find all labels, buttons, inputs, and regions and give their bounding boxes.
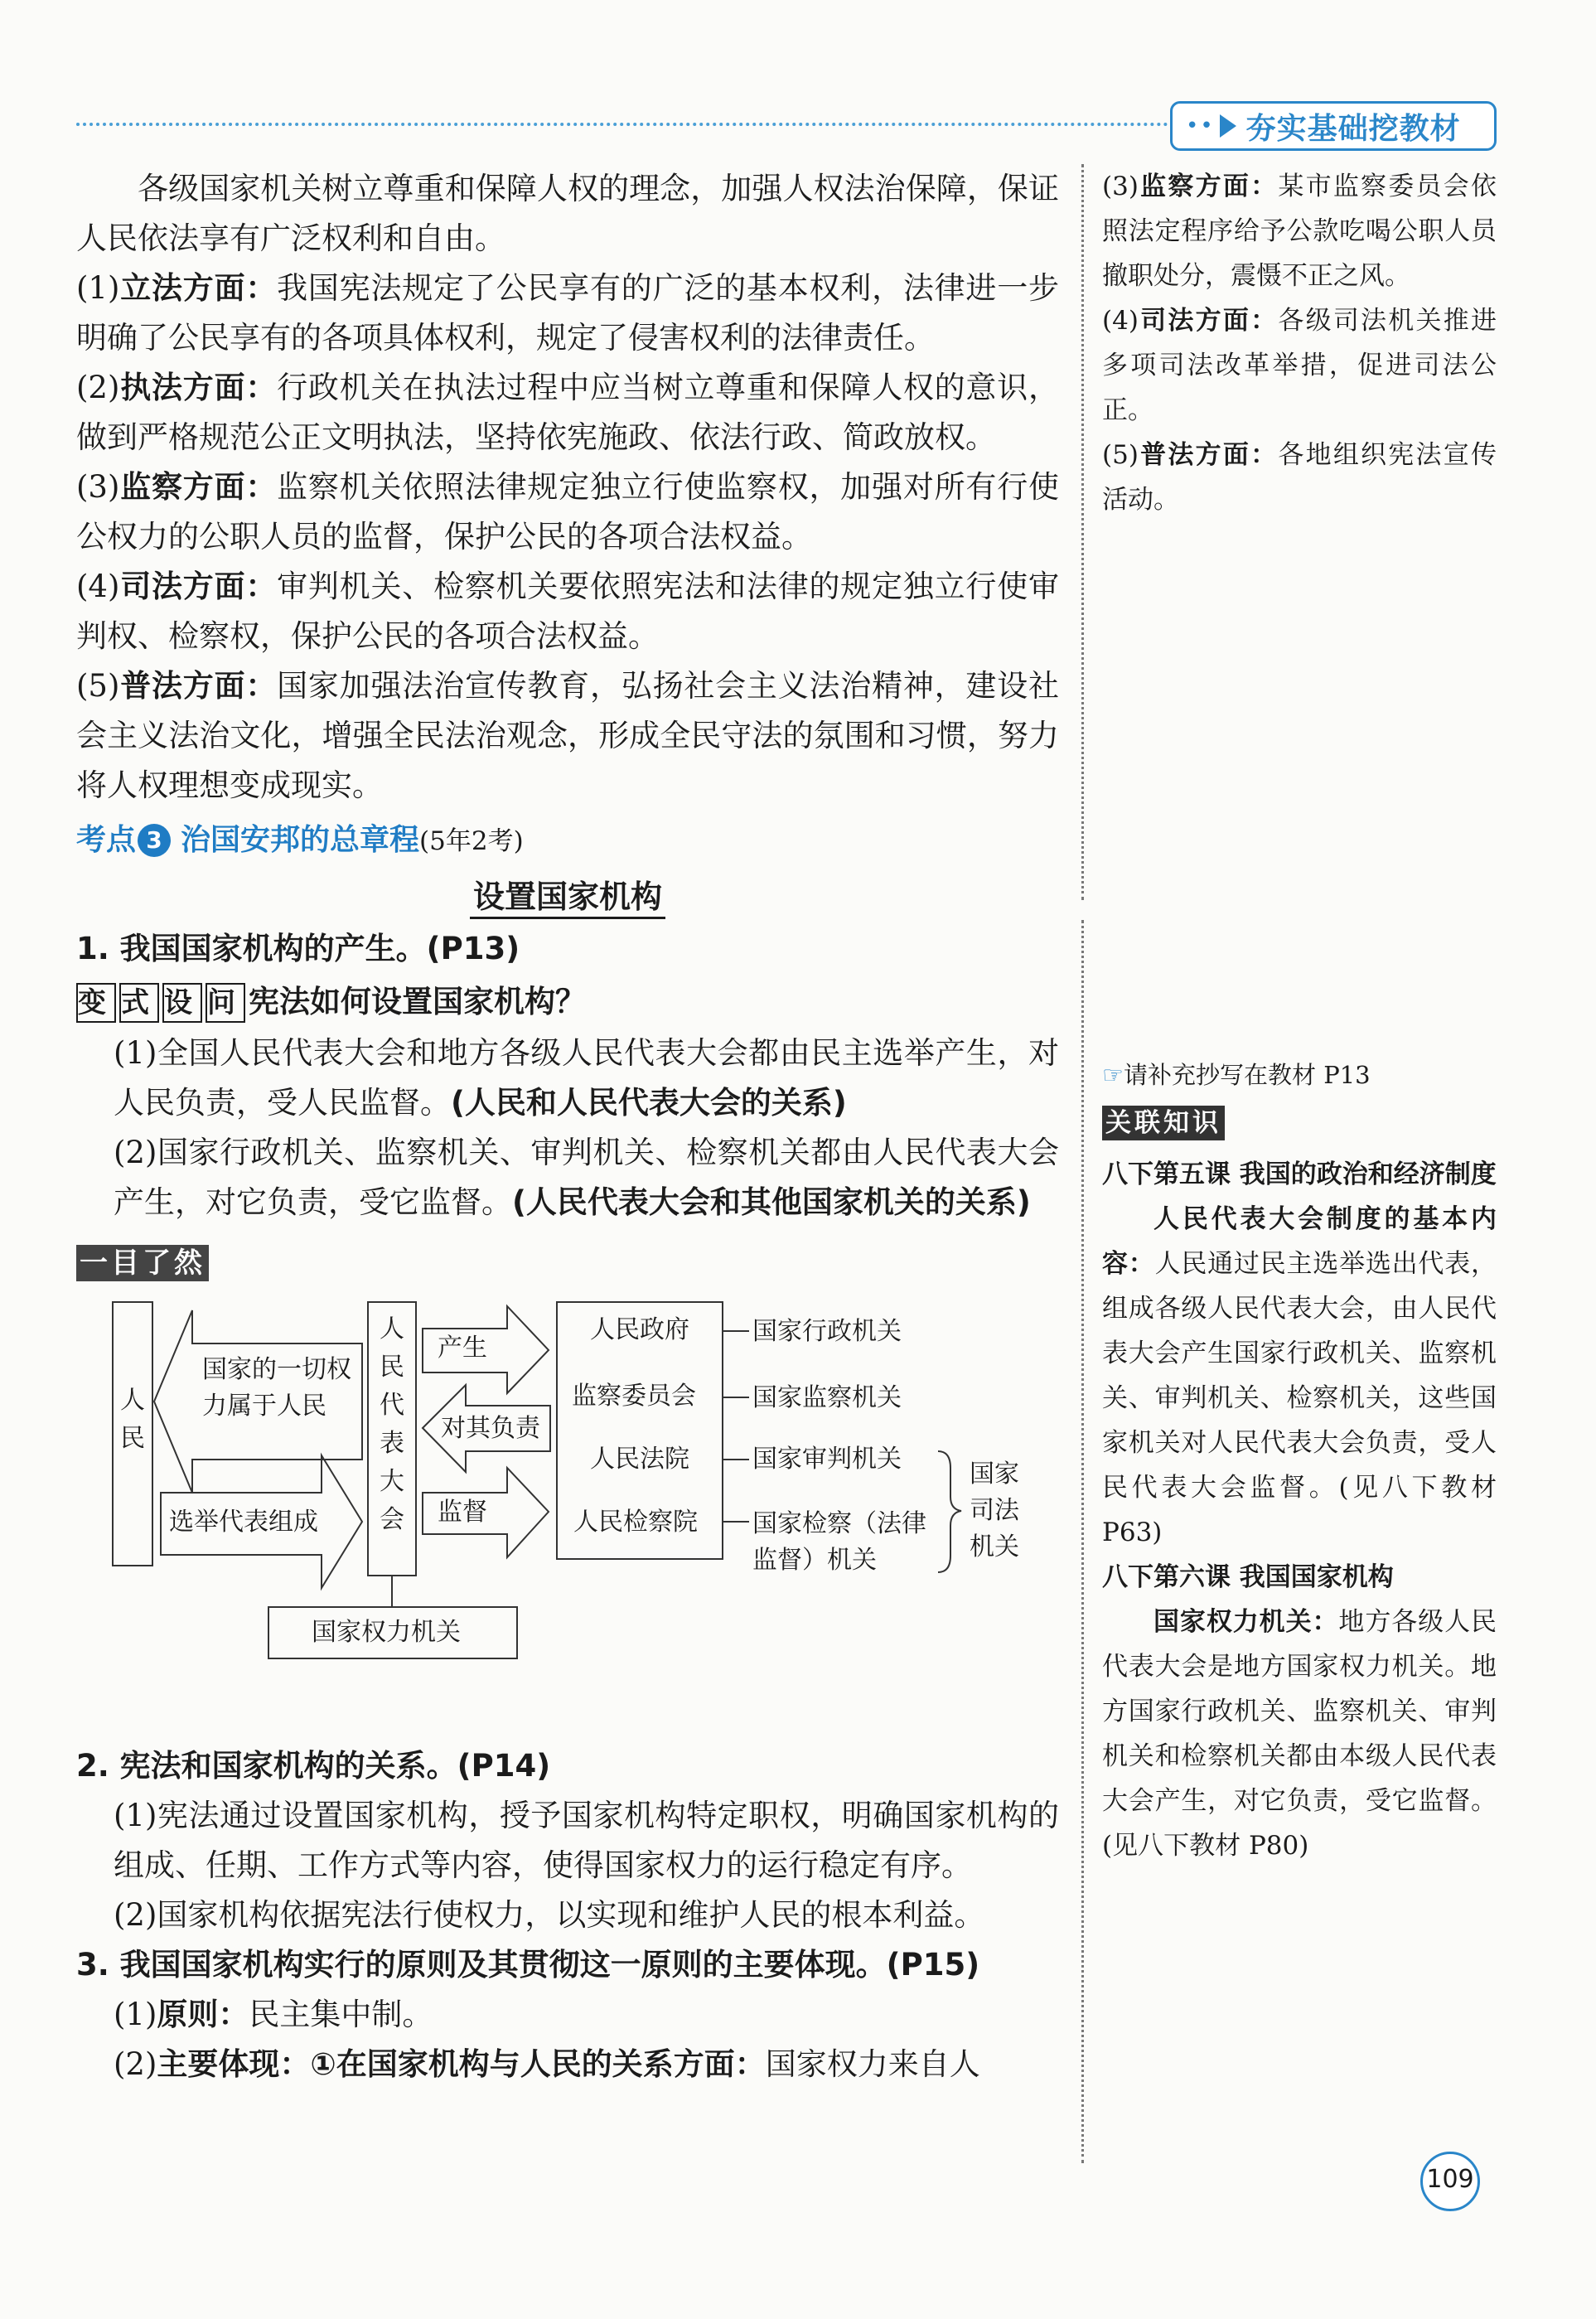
- kaodian-number: 3: [138, 824, 171, 857]
- yimu-label: 一目了然: [76, 1245, 209, 1281]
- answer-item: (2)主要体现：①在国家机构与人民的关系方面：国家权力来自人: [114, 2046, 980, 2082]
- section-badge: [1170, 101, 1497, 151]
- answer-item: (1)宪法通过设置国家机构，授予国家机构特定职权，明确国家机构的组成、任期、工作方式等内容，使得国家权力的运行稳定有序。: [114, 1798, 1059, 1883]
- organ-type-label: 国家检察（法律监督）机关: [752, 1509, 926, 1575]
- organ-label: 人民法院: [590, 1445, 689, 1474]
- copy-note: ☞请补充抄写在教材 P13: [1102, 1061, 1371, 1089]
- badge-dots-icon: ••: [1186, 114, 1215, 138]
- item-title: 立法方面：: [119, 270, 278, 306]
- organ-type-label: 国家监察机关: [752, 1383, 902, 1412]
- judicial-label: 国家司法机关: [970, 1460, 1019, 1561]
- lesson-content: 人民代表大会制度的基本内容：人民通过民主选举选出代表，组成各级人民代表大会，由人民代表大会产生国家行政机关、监察机关、审判机关、检察机关，这些国家机关对人民代表大会负责，受人民代表大会监督。(见八下教材 P63): [1102, 1204, 1497, 1547]
- organ-type-label: 国家审判机关: [752, 1445, 902, 1474]
- item-title: 普法方面：: [119, 668, 278, 704]
- item-title: 司法方面：: [119, 569, 278, 604]
- badge-label: 夯实基础挖教材: [1245, 111, 1461, 146]
- aspect-item: [76, 661, 1059, 811]
- item-text: 监察机关依照法律规定独立行使监察权，加强对所有行使公权力的公职人员的监督，保护公民的各项合法权益。: [76, 469, 1060, 554]
- organ-label: 监察委员会: [572, 1382, 696, 1411]
- example-item: (3)监察方面：某市监察委员会依照法定程序给予公款吃喝公职人员撤职处分，震慑不正之风。: [1102, 172, 1497, 291]
- kaodian-heading: [76, 816, 1059, 866]
- organ-label: 人民检察院: [573, 1508, 698, 1537]
- section-title: 设置国家机构: [76, 869, 1059, 924]
- supervise-label: 监督: [438, 1498, 487, 1527]
- question-title: 1. 我国国家机构的产生。(P13): [76, 931, 520, 966]
- kaodian-title: 治国安邦的总章程: [181, 823, 420, 857]
- lesson-content: 国家权力机关：地方各级人民代表大会是地方国家权力机关。地方国家行政机关、监察机关、审判机关和检察机关都由本级人民代表大会产生，对它负责，受它监督。(见八下教材 P80): [1102, 1607, 1497, 1861]
- side-column: [1102, 164, 1497, 1861]
- guanlian-row: [1102, 1101, 1497, 1145]
- bianshi-char: 变: [76, 983, 116, 1023]
- intro-paragraph: 各级国家机关树立尊重和保障人权的理念，加强人权法治保障，保证人民依法享有广泛权利和自由。: [76, 171, 1059, 256]
- answer-item: (2)国家行政机关、监察机关、审判机关、检察机关都由人民代表大会产生，对它负责，受它监督。(人民代表大会和其他国家机关的关系): [114, 1135, 1059, 1220]
- item-number: (1): [76, 270, 120, 306]
- responsible-label: 对其负责: [441, 1414, 540, 1443]
- question-title: 3. 我国国家机构实行的原则及其贯彻这一原则的主要体现。(P15): [76, 1947, 980, 1983]
- aspect-item: [76, 562, 1059, 661]
- bianshi-text: 宪法如何设置国家机构？: [249, 984, 586, 1019]
- produce-label: 产生: [438, 1334, 487, 1363]
- bianshi-question: [76, 977, 1059, 1027]
- power-label: 国家的一切权力属于人民: [202, 1355, 351, 1421]
- item-number: (2): [76, 370, 120, 405]
- header-dotted-rule: [76, 123, 1168, 126]
- item-text: 审判机关、检察机关要依照宪法和法律的规定独立行使审判权、检察权，保护公民的各项合法权益。: [76, 569, 1060, 654]
- organ-type-label: 国家行政机关: [752, 1317, 902, 1346]
- people-label: 人民: [120, 1386, 145, 1453]
- power-organ-label: 国家权力机关: [312, 1618, 461, 1647]
- pointing-hand-icon: ☞: [1102, 1061, 1124, 1089]
- item-number: (4): [76, 569, 120, 604]
- answer-item: (2)国家机构依据宪法行使权力，以实现和维护人民的根本利益。: [114, 1897, 985, 1933]
- state-organ-diagram: [76, 1294, 1059, 1741]
- aspect-item: [76, 363, 1059, 462]
- judicial-brace: [938, 1451, 961, 1572]
- main-column: [76, 164, 1059, 2089]
- guanlian-label: 关联知识: [1102, 1106, 1225, 1140]
- answer-item: (1)原则：民主集中制。: [114, 1997, 433, 2032]
- item-text: 国家加强法治宣传教育，弘扬社会主义法治精神，建设社会主义法治文化，增强全民法治观念，形成全民守法的氛围和习惯，努力将人权理想变成现实。: [76, 668, 1060, 803]
- bianshi-char: 设: [162, 983, 202, 1023]
- lesson-title: 八下第六课 我国国家机构: [1102, 1562, 1394, 1592]
- item-text: 行政机关在执法过程中应当树立尊重和保障人权的意识，做到严格规范公正文明执法，坚持依宪施政、依法行政、简政放权。: [76, 370, 1060, 455]
- lesson-title: 八下第五课 我国的政治和经济制度: [1102, 1160, 1497, 1189]
- column-divider: [1081, 164, 1084, 900]
- kaodian-label: 考点: [76, 823, 137, 857]
- example-item: (4)司法方面：各级司法机关推进多项司法改革举措，促进司法公正。: [1102, 306, 1497, 425]
- page-number: 109: [1420, 2152, 1480, 2211]
- organ-label: 人民政府: [590, 1315, 689, 1344]
- badge-arrow-icon: [1220, 114, 1236, 138]
- question-title: 2. 宪法和国家机构的关系。(P14): [76, 1748, 551, 1784]
- item-text: 我国宪法规定了公民享有的广泛的基本权利，法律进一步明确了公民享有的各项具体权利，规定了侵害权利的法律责任。: [76, 270, 1060, 356]
- yimu-label-row: [76, 1237, 1059, 1287]
- aspect-item: [76, 264, 1059, 363]
- answer-item: (1)全国人民代表大会和地方各级人民代表大会都由民主选举产生，对人民负责，受人民监督。(人民和人民代表大会的关系): [114, 1035, 1059, 1121]
- elect-label: 选举代表组成: [169, 1508, 318, 1537]
- kaodian-note: (5年2考): [419, 826, 524, 856]
- item-number: (5): [76, 668, 120, 704]
- aspect-item: [76, 462, 1059, 562]
- item-title: 监察方面：: [119, 469, 278, 505]
- column-divider: [1081, 920, 1084, 2163]
- npc-label: 人民代表大会: [380, 1314, 404, 1534]
- bianshi-char: 问: [206, 983, 245, 1023]
- example-item: (5)普法方面：各地组织宪法宣传活动。: [1102, 440, 1497, 515]
- bianshi-char: 式: [119, 983, 159, 1023]
- item-number: (3): [76, 469, 120, 505]
- item-title: 执法方面：: [119, 370, 278, 405]
